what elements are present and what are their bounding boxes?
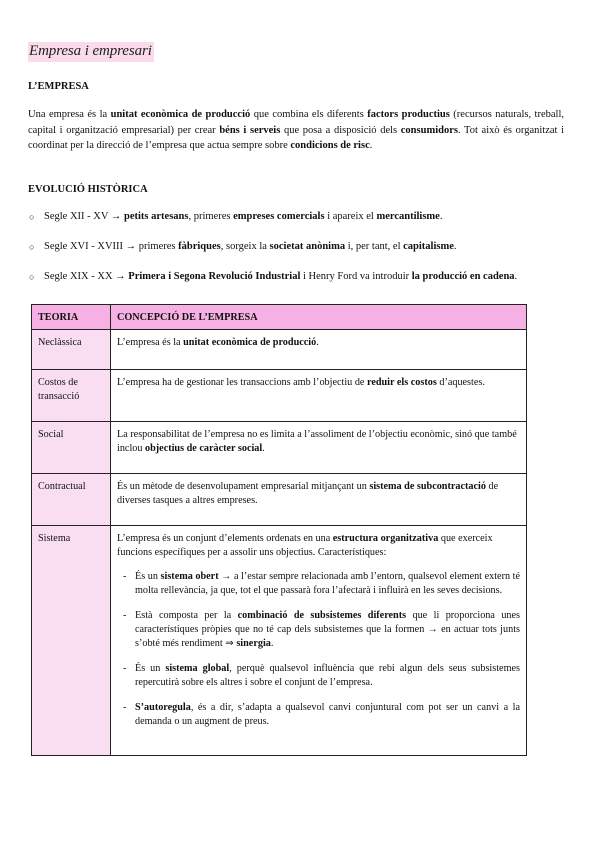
- table-header-concepcio: CONCEPCIÓ DE L’EMPRESA: [111, 305, 527, 330]
- table-row: [32, 422, 527, 474]
- sistema-intro: L’empresa és un conjunt d’elements ordenats en una estructura organitzativa que exerceix funcions específiques per a assolir uns objectius. Característiques:: [117, 533, 493, 558]
- characteristic-item: [117, 609, 520, 651]
- theory-name: Neclàssica: [32, 330, 111, 370]
- characteristic-text: Està composta per la combinació de subsistemes diferents que li proporciona unes característiques pròpies que no té cap dels subsistemes que la formen → en actuar tots junts s’obté més rendiment ⇒ sinergia.: [135, 610, 520, 649]
- theory-description: És un mètode de desenvolupament empresarial mitjançant un sistema de subcontractació de diverses tasques a altres empreses.: [111, 474, 527, 526]
- dash-bullet-icon: -: [123, 610, 127, 621]
- table-header-teoria: TEORIA: [32, 305, 111, 330]
- table-header-row: [32, 305, 527, 330]
- table-row: [32, 370, 527, 422]
- theory-name: Social: [32, 422, 111, 474]
- characteristic-item: [117, 570, 520, 598]
- characteristics-list: [117, 570, 520, 729]
- characteristic-text: S’autoregula, és a dir, s’adapta a qualsevol canvi conjuntural com pot ser un canvi a la demanda o un augment de preus.: [135, 702, 520, 727]
- theory-name: Sistema: [32, 526, 111, 756]
- dash-bullet-icon: -: [123, 702, 127, 713]
- characteristic-item: [117, 662, 520, 690]
- theory-name: Costos de transacció: [32, 370, 111, 422]
- characteristic-text: És un sistema obert → a l’estar sempre relacionada amb l’entorn, qualsevol element extern té molta rellevància, ja que, tot el que passarà fora l’afectarà i influirà en les seves decisions.: [135, 571, 520, 596]
- section-heading-evolucio: EVOLUCIÓ HISTÒRICA: [28, 184, 148, 195]
- dash-bullet-icon: -: [123, 571, 127, 582]
- circle-bullet-icon: ○: [29, 272, 35, 282]
- history-item-text: Segle XVI - XVIII → primeres fàbriques, sorgeix la societat anònima i, per tant, el capitalisme.: [44, 241, 457, 252]
- table-row: [32, 474, 527, 526]
- theory-description: L’empresa ha de gestionar les transaccions amb l’objectiu de reduir els costos d’aquestes.: [111, 370, 527, 422]
- section-heading-empresa: L’EMPRESA: [28, 81, 89, 92]
- table-row: [32, 526, 527, 756]
- theory-name: Contractual: [32, 474, 111, 526]
- empresa-definition-paragraph: Una empresa és la unitat econòmica de producció que combina els diferents factors productius (recursos naturals, treball, capital i organització empresarial) per crear béns i serveis que posa a disposició dels consumidors. Tot això és organitzat i coordinat per la direcció de l’empresa que actua sempre sobre condicions de risc.: [28, 109, 564, 151]
- table-row: [32, 330, 527, 370]
- theory-table: [31, 304, 527, 756]
- characteristic-text: És un sistema global, perquè qualsevol influència que rebi algun dels seus subsistemes repercutirà sobre els altres i sobre el conjunt de l’empresa.: [135, 663, 520, 688]
- theory-description: [111, 526, 527, 756]
- characteristic-item: [117, 701, 520, 729]
- history-item-text: Segle XII - XV → petits artesans, primeres empreses comercials i apareix el mercantilisme.: [44, 211, 443, 222]
- theory-description: La responsabilitat de l’empresa no es limita a l’assoliment de l’objectiu econòmic, sinó que també inclou objectius de caràcter social.: [111, 422, 527, 474]
- history-item-text: Segle XIX - XX → Primera i Segona Revolució Industrial i Henry Ford va introduir la producció en cadena.: [44, 271, 518, 282]
- history-item: [28, 210, 568, 240]
- history-list: [28, 210, 568, 300]
- page-title: Empresa i empresari: [28, 42, 154, 62]
- circle-bullet-icon: ○: [29, 212, 35, 222]
- circle-bullet-icon: ○: [29, 242, 35, 252]
- dash-bullet-icon: -: [123, 663, 127, 674]
- theory-description: L’empresa és la unitat econòmica de producció.: [111, 330, 527, 370]
- history-item: [28, 240, 568, 270]
- history-item: [28, 270, 568, 300]
